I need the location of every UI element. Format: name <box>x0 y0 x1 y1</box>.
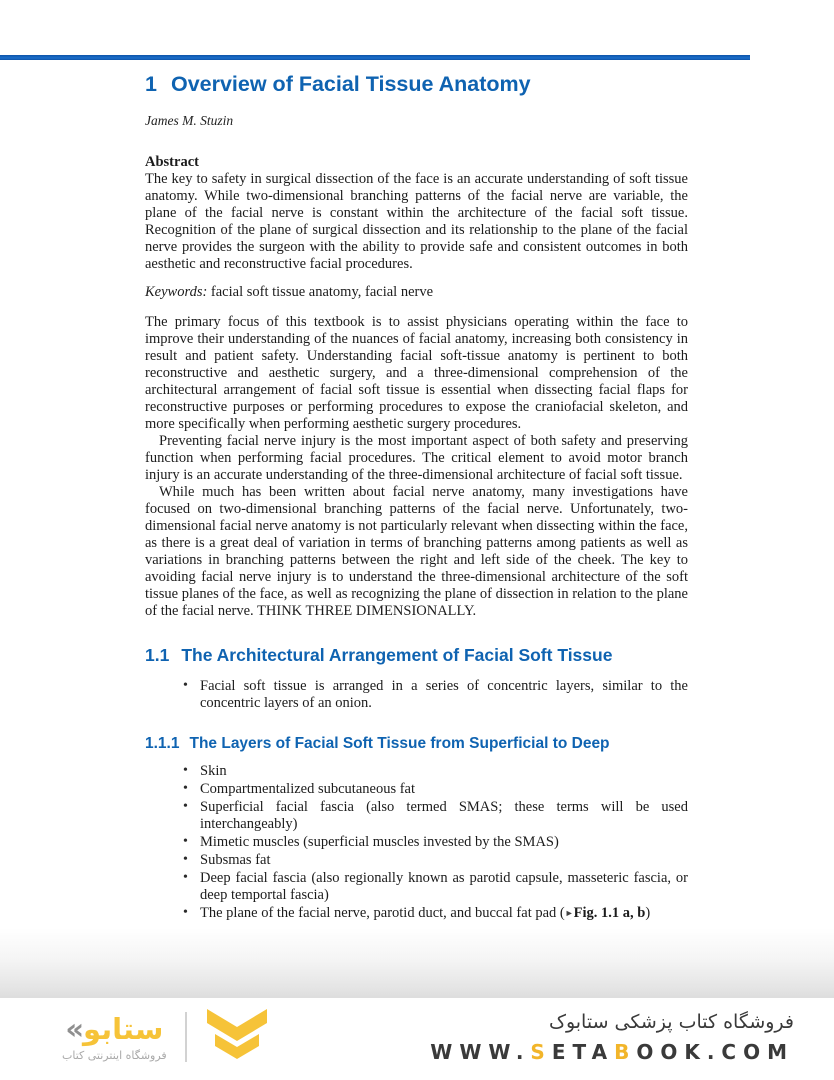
keywords-text: facial soft tissue anatomy, facial nerve <box>207 284 434 300</box>
store-info <box>430 1011 794 1064</box>
bullet-item <box>200 905 688 922</box>
chapter-title <box>145 72 688 97</box>
body-paragraph-1: The primary focus of this textbook is to assist physicians operating within the face to improve their understanding of the nuances of facial anatomy, increasing both consistency in result and patient safety. Understanding facial soft-tissue anatomy is pertinent to both reconstructive and aesthetic surgery, and a three-dimensional comprehension of the architectural arrangement of facial soft tissue is essential when dissecting facial flaps for reconstructive purposes or performing procedures to expose the craniofacial skeleton, and more specifically when performing aesthetic surgery procedures. <box>145 314 688 432</box>
bullet-item: • Subsmas fat <box>200 852 688 869</box>
logo-divider <box>185 1012 187 1062</box>
section-1-1-bullet-list <box>145 678 688 712</box>
logo-slogan: فروشگاه اینترنتی کتاب <box>62 1049 167 1062</box>
url-part-accent: B <box>614 1039 637 1064</box>
section-1-1-1-bullet-list <box>145 763 688 922</box>
body-paragraph-2: Preventing facial nerve injury is the most important aspect of both safety and preserving function when performing facial procedures. The critical element to avoid motor branch injury is an accurate understanding of the three-dimensional architecture of facial soft tissue. <box>145 433 688 483</box>
figure-arrow-icon: ► <box>564 908 574 918</box>
logo-wordmark-row <box>65 1012 163 1046</box>
bullet-item: • Skin <box>200 763 688 780</box>
chapter-title-text: Overview of Facial Tissue Anatomy <box>170 72 531 96</box>
url-part-accent: S <box>530 1039 552 1064</box>
author-name: James M. Stuzin <box>145 113 234 128</box>
bullet-item: • Compartmentalized subcutaneous fat <box>200 781 688 798</box>
url-part: WWW. <box>430 1039 531 1064</box>
keywords-label: Keywords: <box>145 284 208 300</box>
subsection-number: 1.1.1 <box>145 735 180 752</box>
bullet-item: • Superficial facial fascia (also termed SMAS; these terms will be used interchangeably) <box>200 799 688 833</box>
keywords-line <box>145 284 688 301</box>
store-url <box>430 1040 794 1064</box>
chapter-number: 1 <box>145 72 157 96</box>
abstract-heading: Abstract <box>145 154 199 170</box>
watermark-footer <box>0 998 834 1080</box>
chevron-emblem-icon <box>203 1006 271 1069</box>
section-title-text: The Architectural Arrangement of Facial Soft Tissue <box>181 645 613 665</box>
bullet-text: The plane of the facial nerve, parotid duct, and buccal fat pad ( <box>200 905 565 921</box>
setabook-logo-text <box>62 1012 167 1062</box>
top-rule <box>0 55 750 60</box>
subsection-title-text: The Layers of Facial Soft Tissue from Superficial to Deep <box>189 735 610 752</box>
url-part: ETA <box>551 1039 615 1064</box>
store-title-fa: فروشگاه کتاب پزشکی ستابوک <box>548 1010 794 1033</box>
url-part: OOK.COM <box>636 1039 794 1064</box>
section-heading-1-1 <box>145 645 688 666</box>
logo-wordmark: ستابو <box>83 1012 164 1046</box>
page-content <box>145 72 688 923</box>
bullet-item: • Mimetic muscles (superficial muscles invested by the SMAS) <box>200 834 688 851</box>
setabook-brand <box>62 1006 271 1069</box>
abstract-text: The key to safety in surgical dissection of the face is an accurate understanding of soft tissue anatomy. While two-dimensional branching patterns of the facial nerve are variable, the plane of the facial nerve is constant within the architecture of the facial soft tissue. Recognition of the plane of surgical dissection and its relationship to the plane of the facial nerve provides the surgeon with the ability to provide safe and consistent outcomes in both aesthetic and reconstructive facial procedures. <box>145 171 688 272</box>
page-edge-fade <box>0 928 834 998</box>
figure-reference <box>565 905 646 921</box>
bullet-item: • Facial soft tissue is arranged in a series of concentric layers, similar to the concentric layers of an onion. <box>200 678 688 712</box>
section-number: 1.1 <box>145 645 170 665</box>
bullet-item: • Deep facial fascia (also regionally known as parotid capsule, masseteric fascia, or deep temportal fascia) <box>200 870 688 904</box>
body-paragraph-3: While much has been written about facial nerve anatomy, many investigations have focused on two-dimensional branching patterns of the facial nerve. Unfortunately, two-dimensional facial nerve anatomy is not particularly relevant when dissecting within the face, as there is a great deal of variation in terms of branching patterns among patients as well as variations in branching patterns between the right and left side of the cheek. The key to avoiding facial nerve injury is to understand the three-dimensional architecture of the soft tissue planes of the face, as well as recognizing the plane of dissection in relation to the plane of the facial nerve. THINK THREE DIMENSIONALLY. <box>145 484 688 619</box>
logo-chevron-icon: « <box>65 1012 81 1046</box>
figure-label: Fig. 1.1 a, b <box>573 905 646 921</box>
bullet-text-close: ) <box>645 905 651 921</box>
section-heading-1-1-1 <box>145 734 688 753</box>
